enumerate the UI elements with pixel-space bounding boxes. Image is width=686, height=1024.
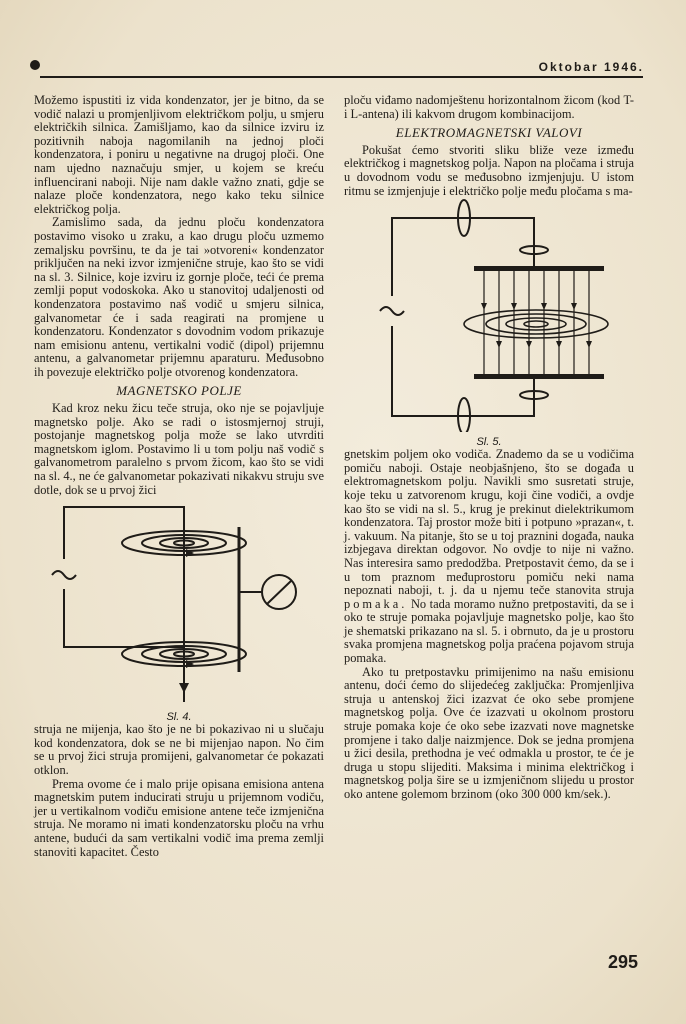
figure-4-diagram <box>34 497 324 707</box>
paragraph-magnetsko-polje: Kad kroz neku žicu teče struja, oko nje se pojavljuje magnetsko polje. Ako se radi o istosmjernoj struji, postojanje magnetskog polja može se lako utvrditi magnetskom iglom. Postavimo li u tom polju naš vodič s galvanometrom paralelno s prvom žicom, kao što se vidi na sl. 4., ne će galvanometar pokazivati nikakvu struju sve dotle, dok se u prvoj žici <box>34 401 324 497</box>
header-bullet <box>30 60 40 70</box>
displacement-field-rings <box>464 310 608 338</box>
after-fig5-text-b: No tada moramo nužno pretpostaviti, da se i oko te struje pomaka pojavljuje magnetsko polje, kao što je shematski prikazano na sl. 5. i obrnuto, da je u prostoru svaka promjena magnetskog polja praćena pojavom struja pomaka. <box>344 596 634 666</box>
paragraph-kondenzator: Možemo ispustiti iz vida kondenzator, jer je bitno, da se vodič nalazi u promjenljivom električkom polju, u smjeru električkih silnica. Zamišljamo, kao da silnice izviru iz pozitivnih naboja nagomilanih na jednoj ploči kondenzatora, i poniru u negativne na drugoj ploči. One nam ujedno naznačuju smjer, u kojem se kreću influencirani naboji. Nije nam dakle važno znati, gdje se nalaze ploče kondenzatora, nego kako teku silnice električkog polja. <box>34 93 324 216</box>
ac-source-symbol-5 <box>380 307 404 315</box>
paragraph-closing: Ako tu pretpostavku primijenimo na našu emisionu antenu, doći ćemo do slijedećeg zaključka: Promjenljiva struja u antenskoj žici izazvat će oko sebe promjene magnetskog polja. Ove će izazvati u okolnom prostoru struje pomaka koje će oko sebe izazvati nove magnetske promjene i tako dalje naizmjence. Dok se jedna promjena u žici desila, prethodna je već odmakla u prostor, te će je druga u stopu slijediti. Maksima i minima električkog i magnetskog polja šire se u izmjeničnom slijedu u prostor oko antene golemom brzinom (oko 300 000 km/sek.). <box>344 664 634 801</box>
right-column <box>344 94 634 802</box>
figure-5-caption: Sl. 5. <box>476 435 502 448</box>
header-rule <box>40 76 643 78</box>
paragraph-otvoreni-kondenzator: Zamislimo sada, da jednu ploču kondenzatora postavimo visoko u zraku, a kao drugu ploču uzmemo zemaljsku površinu, te da je tai »otvoreni« kondenzator priključen na neki izvor izmjenične struje, kao što se vidi na sl. 3. Silnice, koje izviru iz gornje ploče, teći će prema zemlji poput vodoskoka. Ako u stanovitoj udaljenosti od kondenzatora postavimo naš vodič u smjeru silnica, galvanometar će i sada reagirati na promjene u kondenzatoru. Kondenzator s dovodnim vodom prikazuje nam emisionu antenu, vertikalni vodič (dipol) prijemnu antenu, a galvanometar prijemnu aparaturu. Međusobno ih povezuje električko polje otvorenog kondenzatora. <box>34 215 324 379</box>
paragraph-emisiona-antena: Prema ovome će i malo prije opisana emisiona antena magnetskim putem inducirati struju u prijemnom vodiču, jer u vertikalnom vodiču emisione antene teče izmjenična struja. Ne moramo ni imati kondenzatorsku ploču na vrhu antene, budući da sam vertikalni vodič ima prema zemlji stanoviti kapacitet. Često <box>34 776 324 859</box>
pomaka-emphasis: pomaka. <box>344 596 408 611</box>
figure-4-caption: Sl. 4. <box>166 710 192 723</box>
paragraph-valovi: Pokušat ćemo stvoriti sliku bliže veze između električkog i magnetskog polja. Napon na pločama i struja u dovodnom vodu se međusobno izmjenjuju. U istom ritmu se izmjenjuje i električko polje među pločama s ma- <box>344 142 634 198</box>
heading-magnetsko-polje: MAGNETSKO POLJE <box>116 383 242 399</box>
paragraph-intro: ploču viđamo nadomještenu horizontalnom žicom (kod T- i L-antena) ili kakvom drugom kombinacijom. <box>344 93 634 121</box>
upper-capacitor-plate <box>474 266 604 271</box>
figure-4 <box>34 497 324 723</box>
after-fig5-text-a: gnetskim poljem oko vodiča. Znademo da se u vodičima pomiču naboji. Ostaje neobjašnjeno, što se događa u elektromagnetskom polju. Navikli smo susretati struje, koje teku u zatvorenom krugu, koji čine vodiči, a ovdje kao što se vidi na sl. 5., krug je prekinut dielektrikumom kondenzatora. Taj prostor može biti i potpuno »prazan«, t. j. vakuum. Na pitanje, što se u toj praznini događa, nauka izbjegava direktan odgovor. No ovdje to nije ni važno. Nas interesira samo predodžba. Pretpostavit ćemo, da se i u tom praznom međuprostoru pomiču neki nama nepoznati naboji, t. j. da u njemu teče stanovita struja <box>344 447 634 598</box>
figure-5-diagram <box>344 198 634 432</box>
paragraph-after-fig5 <box>344 448 634 666</box>
paragraph-after-fig4: struja ne mijenja, kao što je ne bi pokazivao ni u slučaju kod kondenzatora, dok se ne bi mijenjao napon. No čim se u prvoj žici struja promijeni, galvanometar će pokazati otklon. <box>34 722 324 777</box>
lower-lead-wire <box>392 326 534 416</box>
ac-source-symbol <box>52 571 76 579</box>
left-column <box>34 94 324 859</box>
lower-capacitor-plate <box>474 374 604 379</box>
figure-5 <box>344 198 634 448</box>
header-date: Oktobar 1946. <box>538 60 644 74</box>
page-number: 295 <box>607 952 638 972</box>
heading-elektromagnetski-valovi: ELEKTROMAGNETSKI VALOVI <box>395 125 583 141</box>
upper-lead-wire <box>392 218 534 296</box>
